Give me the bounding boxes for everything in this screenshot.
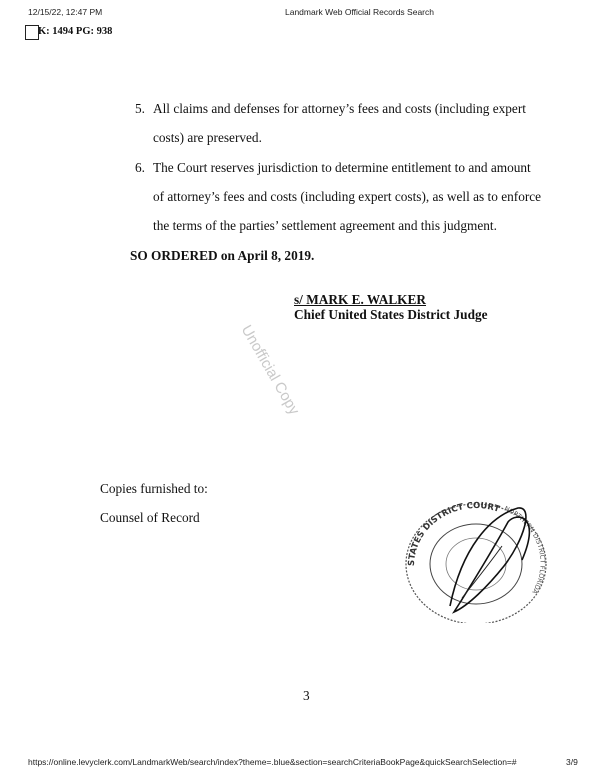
so-ordered-line: SO ORDERED on April 8, 2019.: [130, 248, 315, 263]
judge-signature-name: s/ MARK E. WALKER: [294, 292, 427, 307]
print-url: https://online.levyclerk.com/LandmarkWeb/search/index?theme=.blue&section=searchCriteriaBookPage&quickSearchSelection=#: [28, 757, 517, 767]
judge-title: Chief United States District Judge: [294, 307, 488, 322]
signature-scribble: [450, 508, 529, 612]
item-5-line-2: costs) are preserved.: [153, 130, 262, 145]
print-timestamp: 12/15/22, 12:47 PM: [28, 7, 103, 17]
svg-text:STATES DISTRICT COURT: [407, 501, 501, 566]
unofficial-copy-watermark: Unofficial Copy: [237, 322, 303, 418]
print-page-count: 3/9: [566, 757, 578, 767]
book-page-stamp: K: 1494 PG: 938: [38, 26, 113, 37]
item-6-line-1: The Court reserves jurisdiction to determine entitlement to and amount: [153, 160, 531, 175]
court-seal-icon: [392, 488, 552, 623]
item-5-line-1: All claims and defenses for attorney’s fees and costs (including expert: [153, 101, 526, 116]
item-6-number: 6.: [135, 160, 145, 175]
page-number: 3: [303, 688, 310, 703]
redaction-box-icon: [25, 25, 39, 40]
copies-furnished-label: Copies furnished to:: [100, 481, 208, 496]
print-page-title: Landmark Web Official Records Search: [285, 7, 434, 17]
item-6-line-3: the terms of the parties’ settlement agreement and this judgment.: [153, 218, 497, 233]
copies-recipient: Counsel of Record: [100, 510, 200, 525]
seal-text-right: NORTHERN DISTRICT FLORIDA: [503, 504, 547, 596]
item-5-number: 5.: [135, 101, 145, 116]
item-6-line-2: of attorney’s fees and costs (including expert costs), as well as to enforce: [153, 189, 542, 204]
svg-text:NORTHERN DISTRICT FLORIDA: [503, 504, 546, 595]
seal-text-top: STATES DISTRICT COURT: [406, 500, 501, 567]
